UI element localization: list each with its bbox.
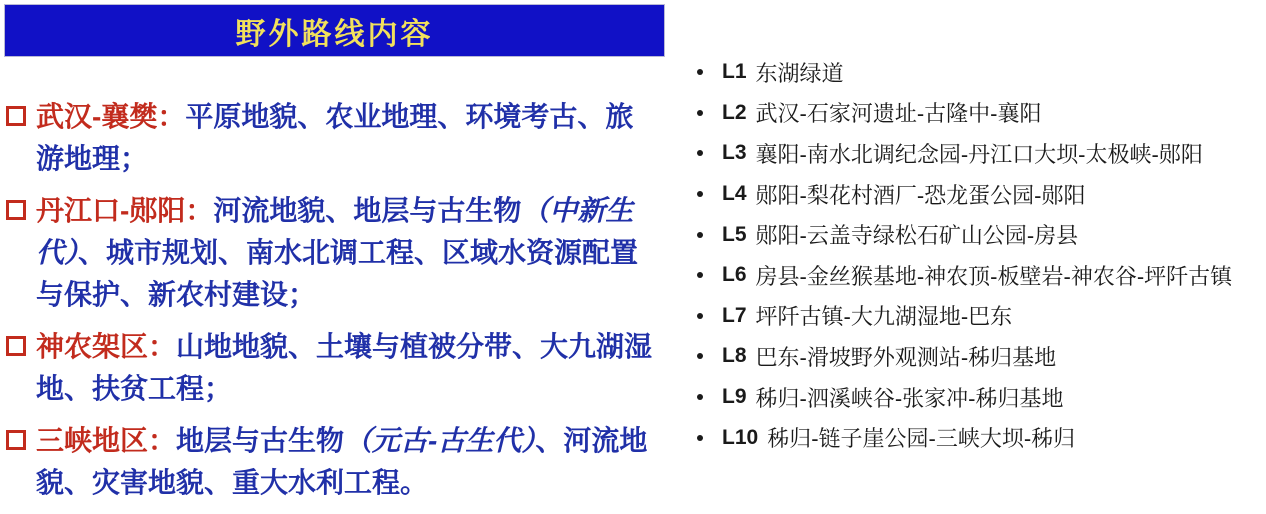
dot-bullet-icon — [697, 69, 703, 75]
dot-bullet-icon — [697, 435, 703, 441]
route-line-label: L10 — [722, 425, 759, 449]
summary-item — [6, 420, 656, 504]
dot-bullet-icon — [697, 272, 703, 278]
dot-bullet-icon — [697, 353, 703, 359]
route-line-text: 坪阡古镇-大九湖湿地-巴东 — [755, 304, 1013, 330]
route-line-item — [692, 296, 1258, 337]
page-title: 野外路线内容 — [235, 17, 434, 51]
route-line-text: 秭归-泗溪峡谷-张家冲-秭归基地 — [755, 385, 1064, 411]
route-line-item — [692, 133, 1258, 174]
route-line-label: L6 — [722, 263, 747, 287]
route-line-item — [692, 336, 1258, 377]
square-bullet-icon — [6, 336, 26, 356]
route-line-text: 东湖绿道 — [755, 60, 844, 86]
route-line-item — [692, 52, 1258, 93]
route-line-item — [692, 417, 1258, 458]
route-line-label: L8 — [722, 344, 747, 368]
dot-bullet-icon — [697, 110, 703, 116]
route-line-label: L5 — [722, 222, 747, 246]
dot-bullet-icon — [697, 232, 703, 238]
summary-item — [6, 96, 656, 180]
summary-item — [6, 190, 656, 316]
summary-item-text: （元古-古生代） — [344, 425, 536, 456]
route-line-label: L7 — [722, 303, 747, 327]
route-line-text: 郧阳-云盖寺绿松石矿山公园-房县 — [755, 223, 1079, 249]
route-line-item — [692, 214, 1258, 255]
route-line-item — [692, 93, 1258, 134]
summary-item-text: 地层与古生物 — [176, 425, 345, 456]
route-line-label: L2 — [722, 100, 747, 124]
square-bullet-icon — [6, 200, 26, 220]
dot-bullet-icon — [697, 150, 703, 156]
route-line-item — [692, 377, 1258, 418]
summary-item-text: 河流地貌、地层与古生物 — [213, 195, 522, 226]
dot-bullet-icon — [697, 191, 703, 197]
summary-item — [6, 326, 656, 410]
route-line-label: L3 — [722, 141, 747, 165]
summary-item-header: 神农架区： — [36, 331, 177, 362]
summary-item-text: 、城市规划、南水北调工程、区域水资源配置与保护、新农村建设； — [36, 237, 639, 310]
route-summary-list — [6, 96, 656, 514]
route-line-label: L4 — [722, 182, 747, 206]
square-bullet-icon — [6, 106, 26, 126]
route-line-text: 襄阳-南水北调纪念园-丹江口大坝-太极峡-郧阳 — [755, 141, 1203, 167]
summary-item-header: 武汉-襄樊： — [36, 101, 186, 132]
dot-bullet-icon — [697, 313, 703, 319]
summary-item-text: 、河流地貌、灾害地貌、重大水利工程。 — [36, 425, 648, 498]
route-line-text: 郧阳-梨花村酒厂-恐龙蛋公园-郧阳 — [755, 182, 1086, 208]
summary-item-text: （中新生代） — [36, 195, 634, 268]
slide-title-banner — [4, 4, 665, 57]
route-line-item — [692, 255, 1258, 296]
summary-item-header: 三峡地区： — [36, 425, 177, 456]
route-line-label: L1 — [722, 60, 747, 84]
route-line-text: 巴东-滑坡野外观测站-秭归基地 — [755, 344, 1057, 370]
square-bullet-icon — [6, 430, 26, 450]
route-line-text: 武汉-石家河遗址-古隆中-襄阳 — [755, 101, 1042, 127]
summary-item-header: 丹江口-郧阳： — [36, 195, 214, 226]
route-line-label: L9 — [722, 385, 747, 409]
summary-item-text: 山地地貌、土壤与植被分带、大九湖湿地、扶贫工程； — [36, 331, 653, 404]
summary-item-text: 平原地貌、农业地理、环境考古、旅游地理； — [36, 101, 634, 174]
dot-bullet-icon — [697, 394, 703, 400]
route-line-item — [692, 174, 1258, 215]
route-line-text: 房县-金丝猴基地-神农顶-板壁岩-神农谷-坪阡古镇 — [755, 263, 1233, 289]
route-line-text: 秭归-链子崖公园-三峡大坝-秭归 — [767, 426, 1076, 452]
route-lines-list — [692, 52, 1258, 458]
